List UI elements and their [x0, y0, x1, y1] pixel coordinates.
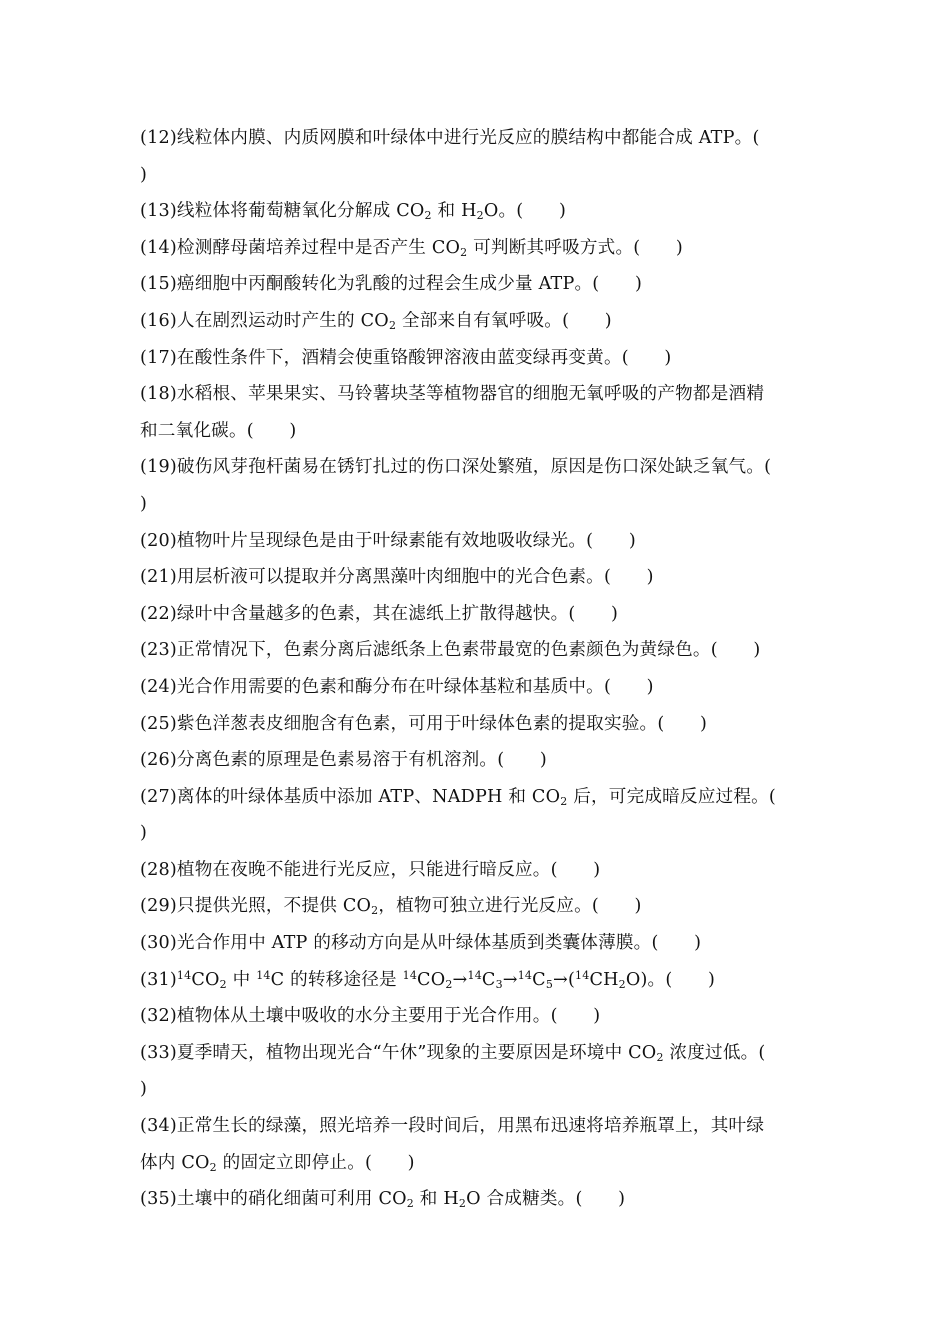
question-text: (25)紫色洋葱表皮细胞含有色素，可用于叶绿体色素的提取实验。( ) — [140, 713, 708, 734]
question-text: (14)检测酵母菌培养过程中是否产生 CO — [140, 237, 461, 258]
question-q19 — [140, 449, 815, 486]
question-text: (35)土壤中的硝化细菌可利用 CO — [140, 1189, 407, 1210]
question-q28 — [140, 852, 815, 889]
question-text: 和 H — [431, 201, 477, 222]
question-text: CH — [589, 969, 619, 990]
question-q24 — [140, 669, 815, 706]
question-text: 的固定立即停止。( ) — [216, 1152, 415, 1173]
question-text: O。( ) — [483, 201, 567, 222]
question-list — [140, 120, 815, 1218]
question-text: 体内 CO — [140, 1152, 210, 1173]
question-text: (13)线粒体将葡萄糖氧化分解成 CO — [140, 201, 425, 222]
subscript: 2 — [445, 977, 453, 991]
subscript: 2 — [424, 209, 432, 223]
question-text: ) — [140, 493, 148, 514]
question-text: ，植物可独立进行光反应。( ) — [378, 896, 642, 917]
question-text: O 合成糖类。( ) — [466, 1189, 626, 1210]
subscript: 2 — [656, 1050, 664, 1064]
subscript: 2 — [219, 977, 227, 991]
question-q31 — [140, 962, 815, 999]
question-text: (31) — [140, 969, 177, 990]
question-q30 — [140, 925, 815, 962]
subscript: 2 — [618, 977, 626, 991]
question-text: (21)用层析液可以提取并分离黑藻叶肉细胞中的光合色素。( ) — [140, 567, 654, 588]
subscript: 3 — [495, 977, 503, 991]
superscript: 14 — [467, 968, 482, 982]
question-q21 — [140, 559, 815, 596]
superscript: 14 — [176, 968, 192, 982]
subscript: 2 — [476, 209, 484, 223]
subscript: 2 — [388, 318, 397, 332]
question-text: → — [502, 969, 518, 990]
question-q34 — [140, 1108, 815, 1145]
question-text: 中 — [226, 969, 257, 990]
question-text: (20)植物叶片呈现绿色是由于叶绿素能有效地吸收绿光。( ) — [140, 530, 636, 551]
question-q22 — [140, 596, 815, 633]
superscript: 14 — [402, 968, 418, 982]
question-text: (32)植物体从土壤中吸收的水分主要用于光合作用。( ) — [140, 1006, 601, 1027]
question-text: (28)植物在夜晚不能进行光反应，只能进行暗反应。( ) — [140, 859, 601, 880]
question-text: (22)绿叶中含量越多的色素，其在滤纸上扩散得越快。( ) — [140, 603, 619, 624]
question-q16 — [140, 303, 815, 340]
question-text: 和 H — [413, 1189, 459, 1210]
question-q12-cont — [140, 157, 815, 194]
question-q27 — [140, 779, 815, 816]
subscript: 2 — [460, 245, 468, 259]
question-q33-cont — [140, 1071, 815, 1108]
superscript: 14 — [517, 968, 533, 982]
question-text: → — [452, 969, 468, 990]
question-text: (16)人在剧烈运动时产生的 CO — [140, 310, 389, 331]
question-q20 — [140, 523, 815, 560]
question-q15 — [140, 266, 815, 303]
question-text: C — [532, 969, 546, 990]
question-text: CO — [191, 969, 220, 990]
question-text: CO — [417, 969, 446, 990]
question-text: (19)破伤风芽孢杆菌易在锈钉扎过的伤口深处繁殖，原因是伤口深处缺乏氧气。( — [140, 457, 772, 478]
subscript: 5 — [545, 977, 554, 991]
question-text: (12)线粒体内膜、内质网膜和叶绿体中进行光反应的膜结构中都能合成 ATP。( — [140, 128, 760, 148]
question-q32 — [140, 998, 815, 1035]
subscript: 2 — [371, 904, 379, 918]
question-text: →( — [553, 969, 576, 990]
question-q29 — [140, 888, 815, 925]
question-q25 — [140, 706, 815, 743]
question-text: C 的转移途径是 — [270, 969, 403, 990]
question-q14 — [140, 230, 815, 267]
question-text: ) — [140, 164, 148, 185]
question-text: (23)正常情况下，色素分离后滤纸条上色素带最宽的色素颜色为黄绿色。( ) — [140, 640, 761, 661]
question-q17 — [140, 340, 815, 377]
question-text: (34)正常生长的绿藻，照光培养一段时间后，用黑布迅速将培养瓶罩上，其叶绿 — [140, 1116, 765, 1137]
question-q23 — [140, 632, 815, 669]
question-text: (26)分离色素的原理是色素易溶于有机溶剂。( ) — [140, 750, 547, 771]
question-q26 — [140, 742, 815, 779]
question-text: (33)夏季晴天，植物出现光合“午休”现象的主要原因是环境中 CO — [140, 1042, 657, 1063]
subscript: 2 — [458, 1197, 467, 1211]
question-q34-cont — [140, 1145, 815, 1182]
subscript: 2 — [209, 1160, 217, 1174]
question-text: 浓度过低。( — [663, 1042, 766, 1063]
question-text: (18)水稻根、苹果果实、马铃薯块茎等植物器官的细胞无氧呼吸的产物都是酒精 — [140, 384, 765, 405]
question-q33 — [140, 1035, 815, 1072]
question-text: (24)光合作用需要的色素和酶分布在叶绿体基粒和基质中。( ) — [140, 676, 654, 697]
question-q18 — [140, 376, 815, 413]
question-text: 可判断其呼吸方式。( ) — [467, 237, 683, 258]
question-text: O)。( ) — [625, 969, 716, 990]
question-text: (29)只提供光照，不提供 CO — [140, 896, 372, 917]
question-q19-cont — [140, 486, 815, 523]
question-text: C — [481, 969, 496, 990]
subscript: 2 — [560, 794, 568, 808]
question-q27-cont — [140, 815, 815, 852]
question-text: (15)癌细胞中丙酮酸转化为乳酸的过程会生成少量 ATP。( ) — [140, 274, 643, 295]
question-text: (27)离体的叶绿体基质中添加 ATP、NADPH 和 CO — [140, 786, 561, 807]
question-q12 — [140, 120, 815, 157]
question-text: ) — [140, 1079, 148, 1100]
question-q13 — [140, 193, 815, 230]
question-text: ) — [140, 823, 148, 844]
question-q35 — [140, 1181, 815, 1218]
question-q18-cont — [140, 413, 815, 450]
question-text: 后，可完成暗反应过程。( — [567, 786, 776, 807]
question-text: 全部来自有氧呼吸。( ) — [396, 310, 612, 331]
question-text: (17)在酸性条件下，酒精会使重铬酸钾溶液由蓝变绿再变黄。( ) — [140, 347, 672, 368]
subscript: 2 — [406, 1197, 414, 1211]
superscript: 14 — [575, 968, 590, 982]
question-text: (30)光合作用中 ATP 的移动方向是从叶绿体基质到类囊体薄膜。( ) — [140, 933, 702, 954]
superscript: 14 — [256, 968, 271, 982]
question-text: 和二氧化碳。( ) — [140, 420, 297, 441]
